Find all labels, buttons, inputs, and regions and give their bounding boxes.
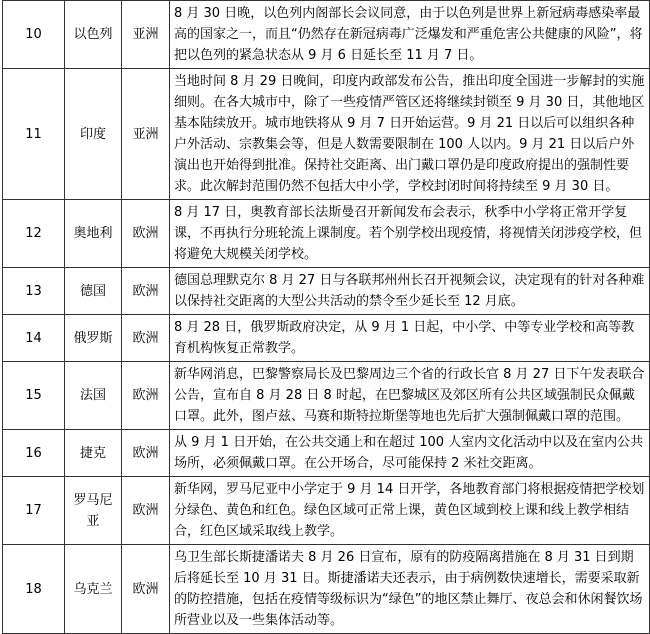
country-name: 乌克兰 [65,545,122,634]
continent-name: 欧洲 [122,268,170,315]
table-row [3,315,650,362]
table-row [3,430,650,477]
continent-name: 欧洲 [122,200,170,268]
policy-table [2,0,650,634]
row-number: 18 [3,545,65,634]
table-row [3,362,650,430]
country-name: 法国 [65,362,122,430]
table-row [3,1,650,69]
country-name: 俄罗斯 [65,315,122,362]
continent-name: 欧洲 [122,430,170,477]
table-row [3,545,650,634]
country-name: 奥地利 [65,200,122,268]
row-number: 17 [3,477,65,545]
country-name: 以色列 [65,1,122,69]
row-number: 14 [3,315,65,362]
continent-name: 欧洲 [122,477,170,545]
continent-name: 欧洲 [122,545,170,634]
country-name: 印度 [65,69,122,200]
measure-text: 8 月 28 日，俄罗斯政府决定，从 9 月 1 日起，中小学、中等专业学校和高等教育机构恢复正常教学。 [170,315,650,362]
measure-text: 8 月 30 日晚，以色列内阁部长会议同意，由于以色列是世界上新冠病毒感染率最高的国家之一，而且“仍然存在新冠病毒广泛爆发和严重危害公共健康的风险”，将把以色列的紧急状态从 9 月 6 日延长至 11 月 7 日。 [170,1,650,69]
row-number: 16 [3,430,65,477]
table-row [3,200,650,268]
measure-text: 当地时间 8 月 29 日晚间，印度内政部发布公告，推出印度全国进一步解封的实施细则。在各大城市中，除了一些疫情严管区还将继续封锁至 9 月 30 日，其他地区基本陆续放开。城市地铁将从 9 月 7 日开始运营。9 月 21 日以后可以组织各种户外活动、宗教集会等，但是人数需要限制在 100 人以内。9 月 21 日以后户外演出也开始得到批准。保持社交距离、出门戴口罩仍是印度政府提出的强制性要求。此次解封范围仍然不包括大中小学，学校封闭时间将持续至 9 月 30 日。 [170,69,650,200]
measure-text: 新华网消息，巴黎警察局长及巴黎周边三个省的行政长官 8 月 27 日下午发表联合公告，宣布自 8 月 28 日 8 时起，在巴黎城区及郊区所有公共区域强制民众佩戴口罩。此外，图卢兹、马赛和斯特拉斯堡等地也先后扩大强制佩戴口罩的范围。 [170,362,650,430]
row-number: 13 [3,268,65,315]
measure-text: 8 月 17 日，奥教育部长法斯曼召开新闻发布会表示，秋季中小学将正常开学复课，不再执行分班轮流上课制度。若个别学校出现疫情，将视情关闭涉疫学校，但将避免大规模关闭学校。 [170,200,650,268]
measure-text: 新华网，罗马尼亚中小学定于 9 月 14 日开学，各地教育部门将根据疫情把学校划分绿色、黄色和红色。绿色区域可正常上课，黄色区域到校上课和线上教学相结合，红色区域采取线上教学。 [170,477,650,545]
country-name: 德国 [65,268,122,315]
continent-name: 欧洲 [122,362,170,430]
measure-text: 从 9 月 1 日开始，在公共交通上和在超过 100 人室内文化活动中以及在室内公共场所，必须佩戴口罩。在公开场合，尽可能保持 2 米社交距离。 [170,430,650,477]
continent-name: 亚洲 [122,1,170,69]
country-name: 捷克 [65,430,122,477]
row-number: 10 [3,1,65,69]
table-row [3,477,650,545]
row-number: 12 [3,200,65,268]
measure-text: 乌卫生部长斯捷潘诺夫 8 月 26 日宣布，原有的防疫隔离措施在 8 月 31 日到期后将延长至 10 月 31 日。斯捷潘诺夫还表示，由于病例数快速增长，需要采取新的防控措施，包括在疫情等级标识为“绿色”的地区禁止舞厅、夜总会和休闲餐饮场所营业以及一些集体活动等。 [170,545,650,634]
table-row [3,268,650,315]
row-number: 11 [3,69,65,200]
country-name: 罗马尼亚 [65,477,122,545]
table-row [3,69,650,200]
continent-name: 亚洲 [122,69,170,200]
measure-text: 德国总理默克尔 8 月 27 日与各联邦州州长召开视频会议，决定现有的针对各种难以保持社交距离的大型公共活动的禁令至少延长至 12 月底。 [170,268,650,315]
continent-name: 欧洲 [122,315,170,362]
row-number: 15 [3,362,65,430]
